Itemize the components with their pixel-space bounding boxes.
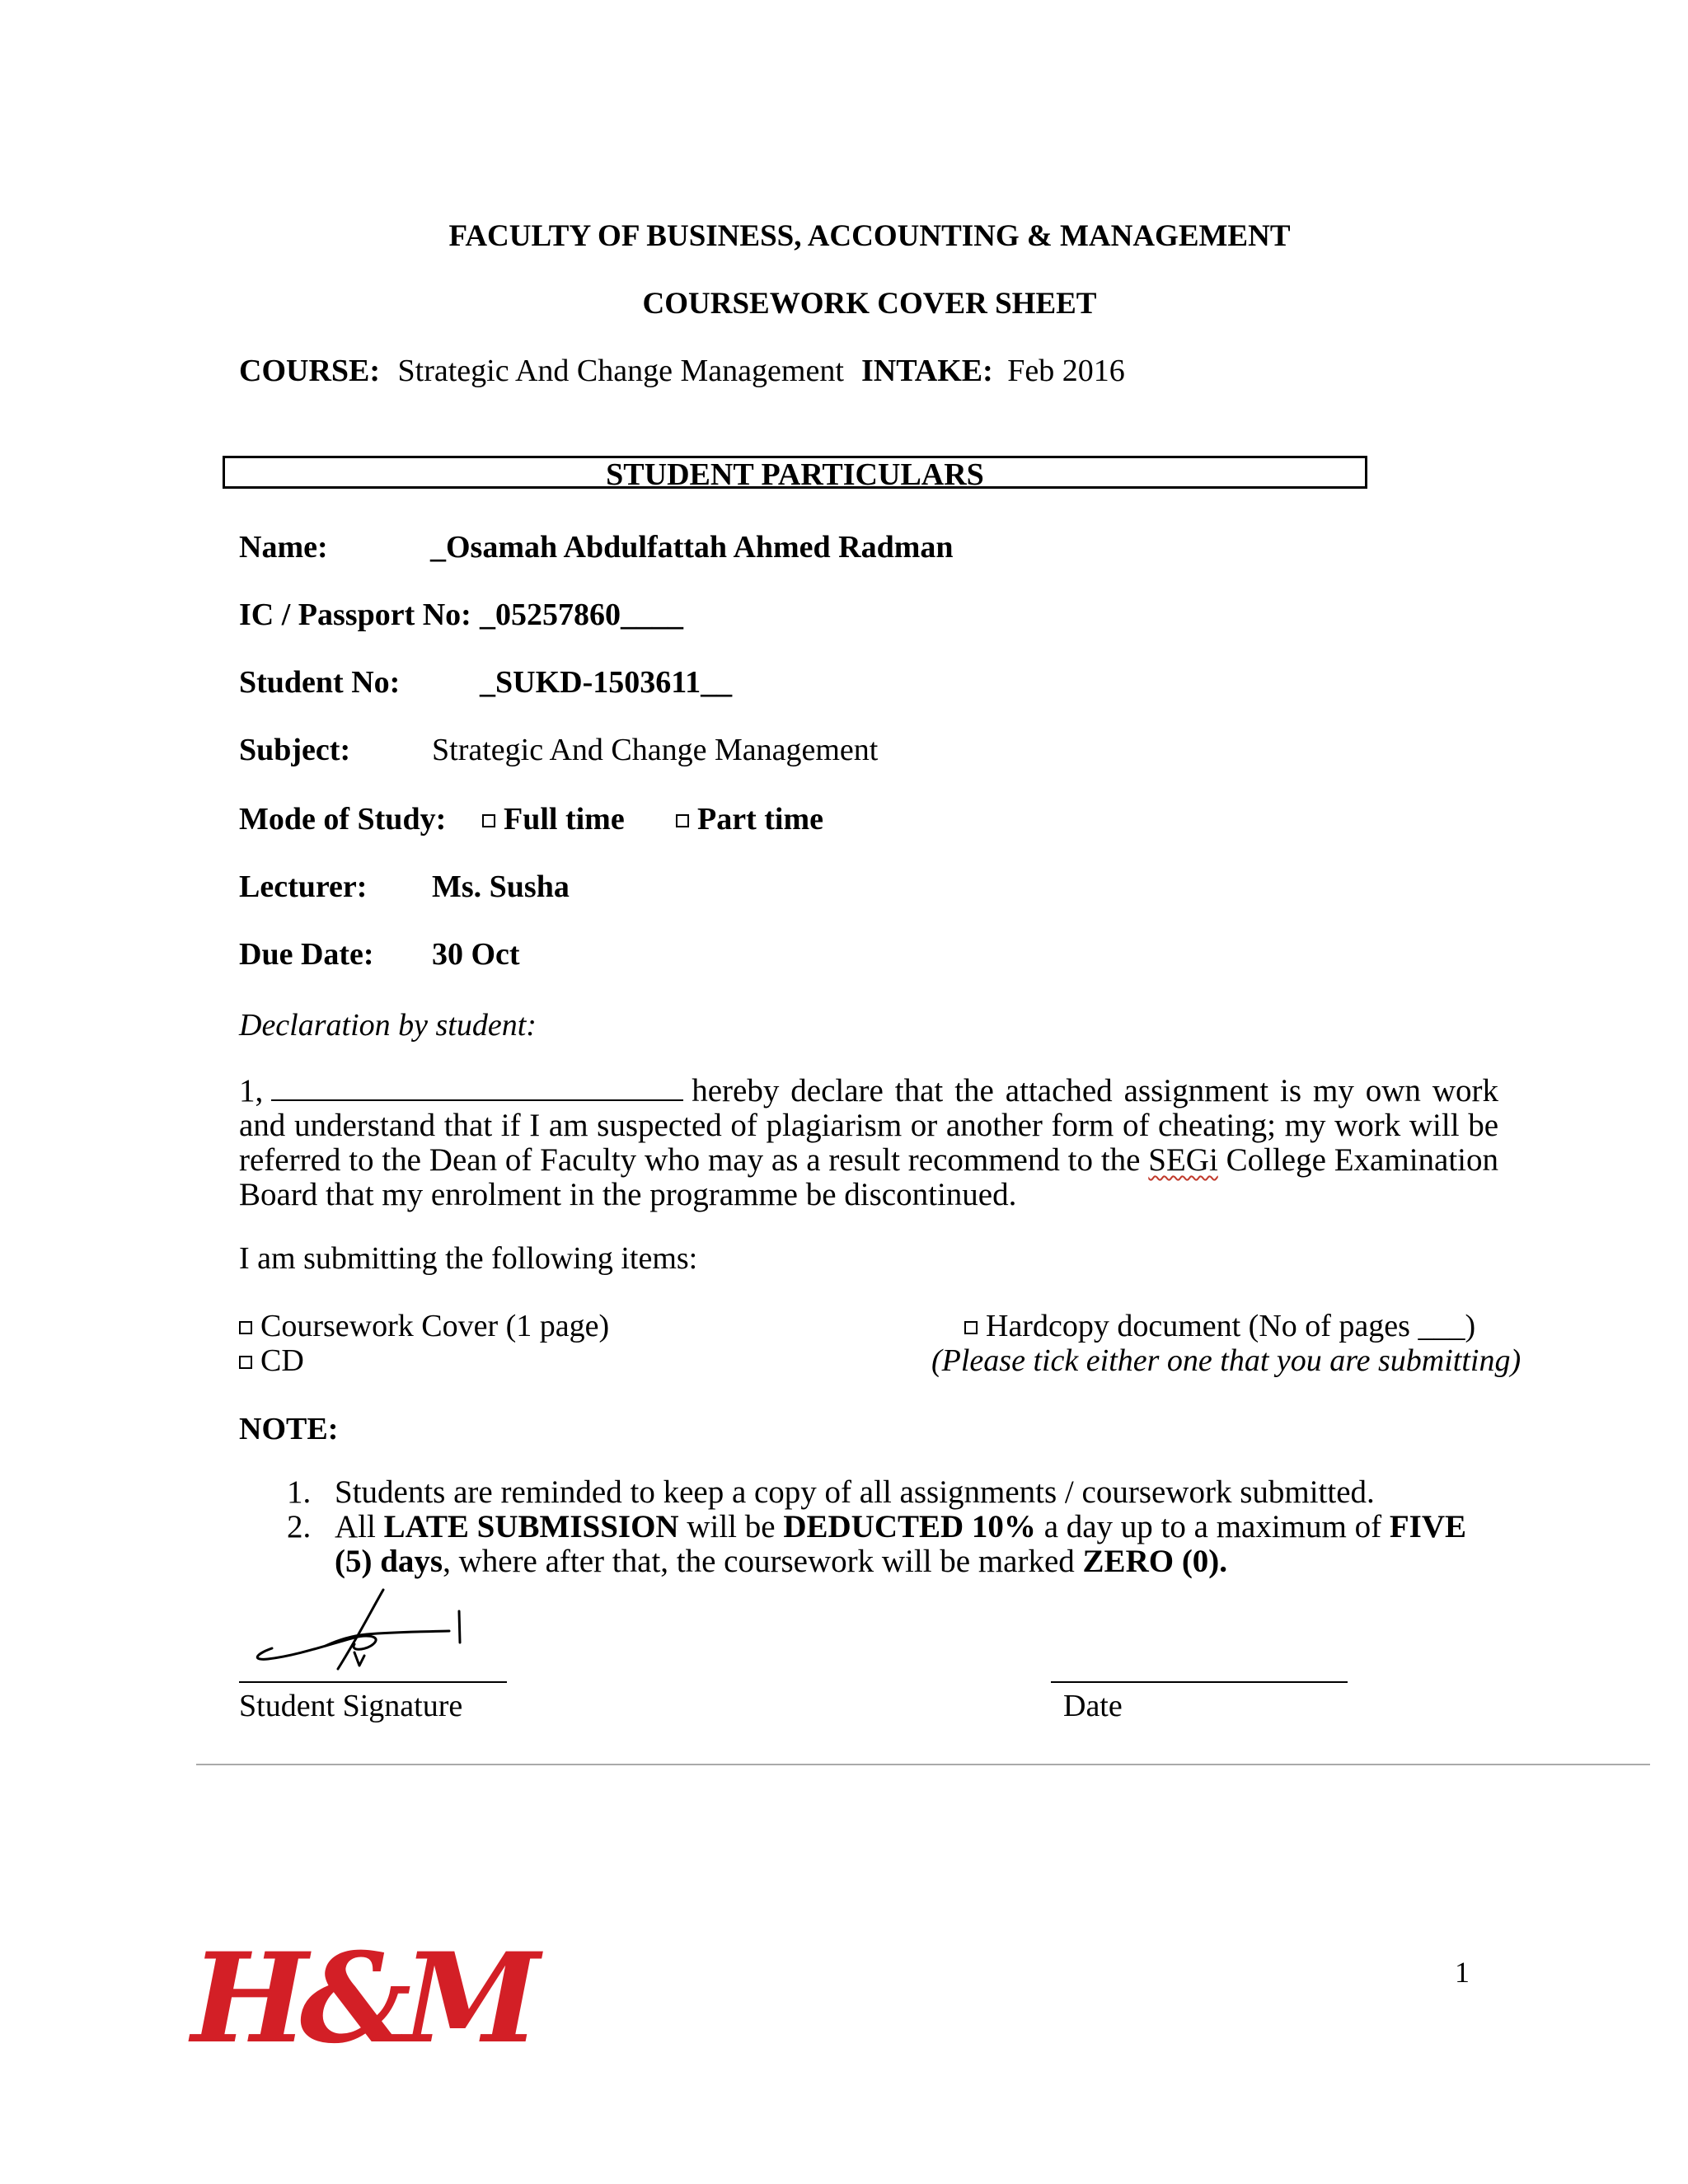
note-2-late-submission: LATE SUBMISSION bbox=[383, 1509, 679, 1544]
segi-word: SEGi bbox=[1148, 1142, 1218, 1178]
full-time-checkbox bbox=[482, 814, 495, 827]
page-separator bbox=[196, 1764, 1650, 1765]
course-line bbox=[239, 353, 844, 389]
subject-label: Subject: bbox=[239, 733, 351, 767]
student-particulars-heading: STUDENT PARTICULARS bbox=[606, 457, 984, 492]
note-item-2 bbox=[280, 1510, 1508, 1579]
coursework-cover-label: Coursework Cover (1 page) bbox=[260, 1309, 610, 1343]
note-item-1 bbox=[280, 1475, 1508, 1510]
hardcopy-checkbox bbox=[964, 1321, 978, 1334]
note-2-five-days: FIVE (5) days bbox=[335, 1509, 1467, 1579]
declaration-text-2: College Examination Board that my enrolment in the programme be discontinued. bbox=[239, 1142, 1499, 1212]
due-date-value: 30 Oct bbox=[432, 937, 520, 972]
note-2-number: 2. bbox=[287, 1509, 312, 1544]
declaration-prefix: 1, bbox=[239, 1073, 264, 1108]
name-value: _Osamah Abdulfattah Ahmed Radman bbox=[430, 530, 954, 565]
hm-logo: H&M bbox=[191, 1926, 532, 2071]
course-label: COURSE: bbox=[239, 354, 381, 388]
note-2-part-c: will be bbox=[687, 1509, 776, 1544]
coursework-cover-checkbox bbox=[239, 1321, 252, 1334]
declaration-name-blank bbox=[271, 1071, 683, 1101]
due-date-label: Due Date: bbox=[239, 937, 374, 972]
note-1-number: 1. bbox=[287, 1474, 312, 1510]
student-particulars-box bbox=[223, 456, 1367, 492]
name-label: Name: bbox=[239, 530, 328, 565]
note-2-part-a: All bbox=[335, 1509, 376, 1544]
mode-label: Mode of Study: bbox=[239, 802, 447, 837]
note-2-part-e: a day up to a maximum of bbox=[1043, 1509, 1382, 1544]
mode-part-time bbox=[676, 801, 823, 837]
note-2-zero: ZERO (0). bbox=[1082, 1544, 1228, 1579]
note-1-text: Students are reminded to keep a copy of all assignments / coursework submitted. bbox=[335, 1474, 1375, 1510]
note-2-part-g: , where after that, the coursework will be marked bbox=[443, 1544, 1075, 1579]
items-intro: I am submitting the following items: bbox=[239, 1241, 698, 1276]
intake-value: Feb 2016 bbox=[1007, 354, 1125, 388]
full-time-label: Full time bbox=[504, 802, 625, 837]
faculty-title: FACULTY OF BUSINESS, ACCOUNTING & MANAGEMENT bbox=[448, 219, 1291, 253]
student-no-value: _SUKD-1503611__ bbox=[480, 665, 733, 700]
student-signature-label: Student Signature bbox=[239, 1689, 463, 1723]
lecturer-value: Ms. Susha bbox=[432, 869, 570, 904]
note-2-deducted: DEDUCTED 10% bbox=[783, 1509, 1036, 1544]
mode-full-time bbox=[482, 801, 625, 837]
note-list bbox=[280, 1475, 1508, 1579]
lecturer-label: Lecturer: bbox=[239, 869, 368, 904]
item-cd bbox=[239, 1343, 304, 1379]
date-label: Date bbox=[1063, 1689, 1123, 1723]
cd-checkbox bbox=[239, 1356, 252, 1369]
part-time-label: Part time bbox=[697, 802, 823, 837]
item-coursework-cover bbox=[239, 1308, 609, 1344]
subject-value: Strategic And Change Management bbox=[432, 733, 879, 767]
note-heading: NOTE: bbox=[239, 1412, 339, 1446]
student-no-label: Student No: bbox=[239, 665, 401, 700]
hardcopy-label: Hardcopy document (No of pages ___) bbox=[986, 1309, 1476, 1343]
declaration-heading: Declaration by student: bbox=[239, 1008, 537, 1043]
intake-line bbox=[861, 353, 1125, 389]
part-time-checkbox bbox=[676, 814, 689, 827]
ic-label: IC / Passport No: bbox=[239, 598, 471, 632]
tick-note: (Please tick either one that you are submitting) bbox=[931, 1343, 1522, 1378]
course-value: Strategic And Change Management bbox=[397, 354, 844, 388]
sheet-title: COURSEWORK COVER SHEET bbox=[642, 287, 1097, 321]
declaration-text-1: hereby declare that the attached assignment is my own work and understand that if I am suspected of plagiarism or another form of cheating; my work will be referred to the Dean of Faculty who may as a result recommend to the bbox=[239, 1073, 1498, 1178]
intake-label: INTAKE: bbox=[861, 354, 993, 388]
declaration-paragraph bbox=[239, 1071, 1498, 1212]
cd-label: CD bbox=[260, 1343, 304, 1378]
page-number: 1 bbox=[1455, 1956, 1470, 1989]
student-signature-graphic bbox=[247, 1586, 486, 1677]
ic-value: _05257860____ bbox=[480, 598, 683, 632]
date-line bbox=[1051, 1681, 1348, 1683]
student-signature-line bbox=[239, 1681, 507, 1683]
item-hardcopy bbox=[964, 1308, 1475, 1344]
